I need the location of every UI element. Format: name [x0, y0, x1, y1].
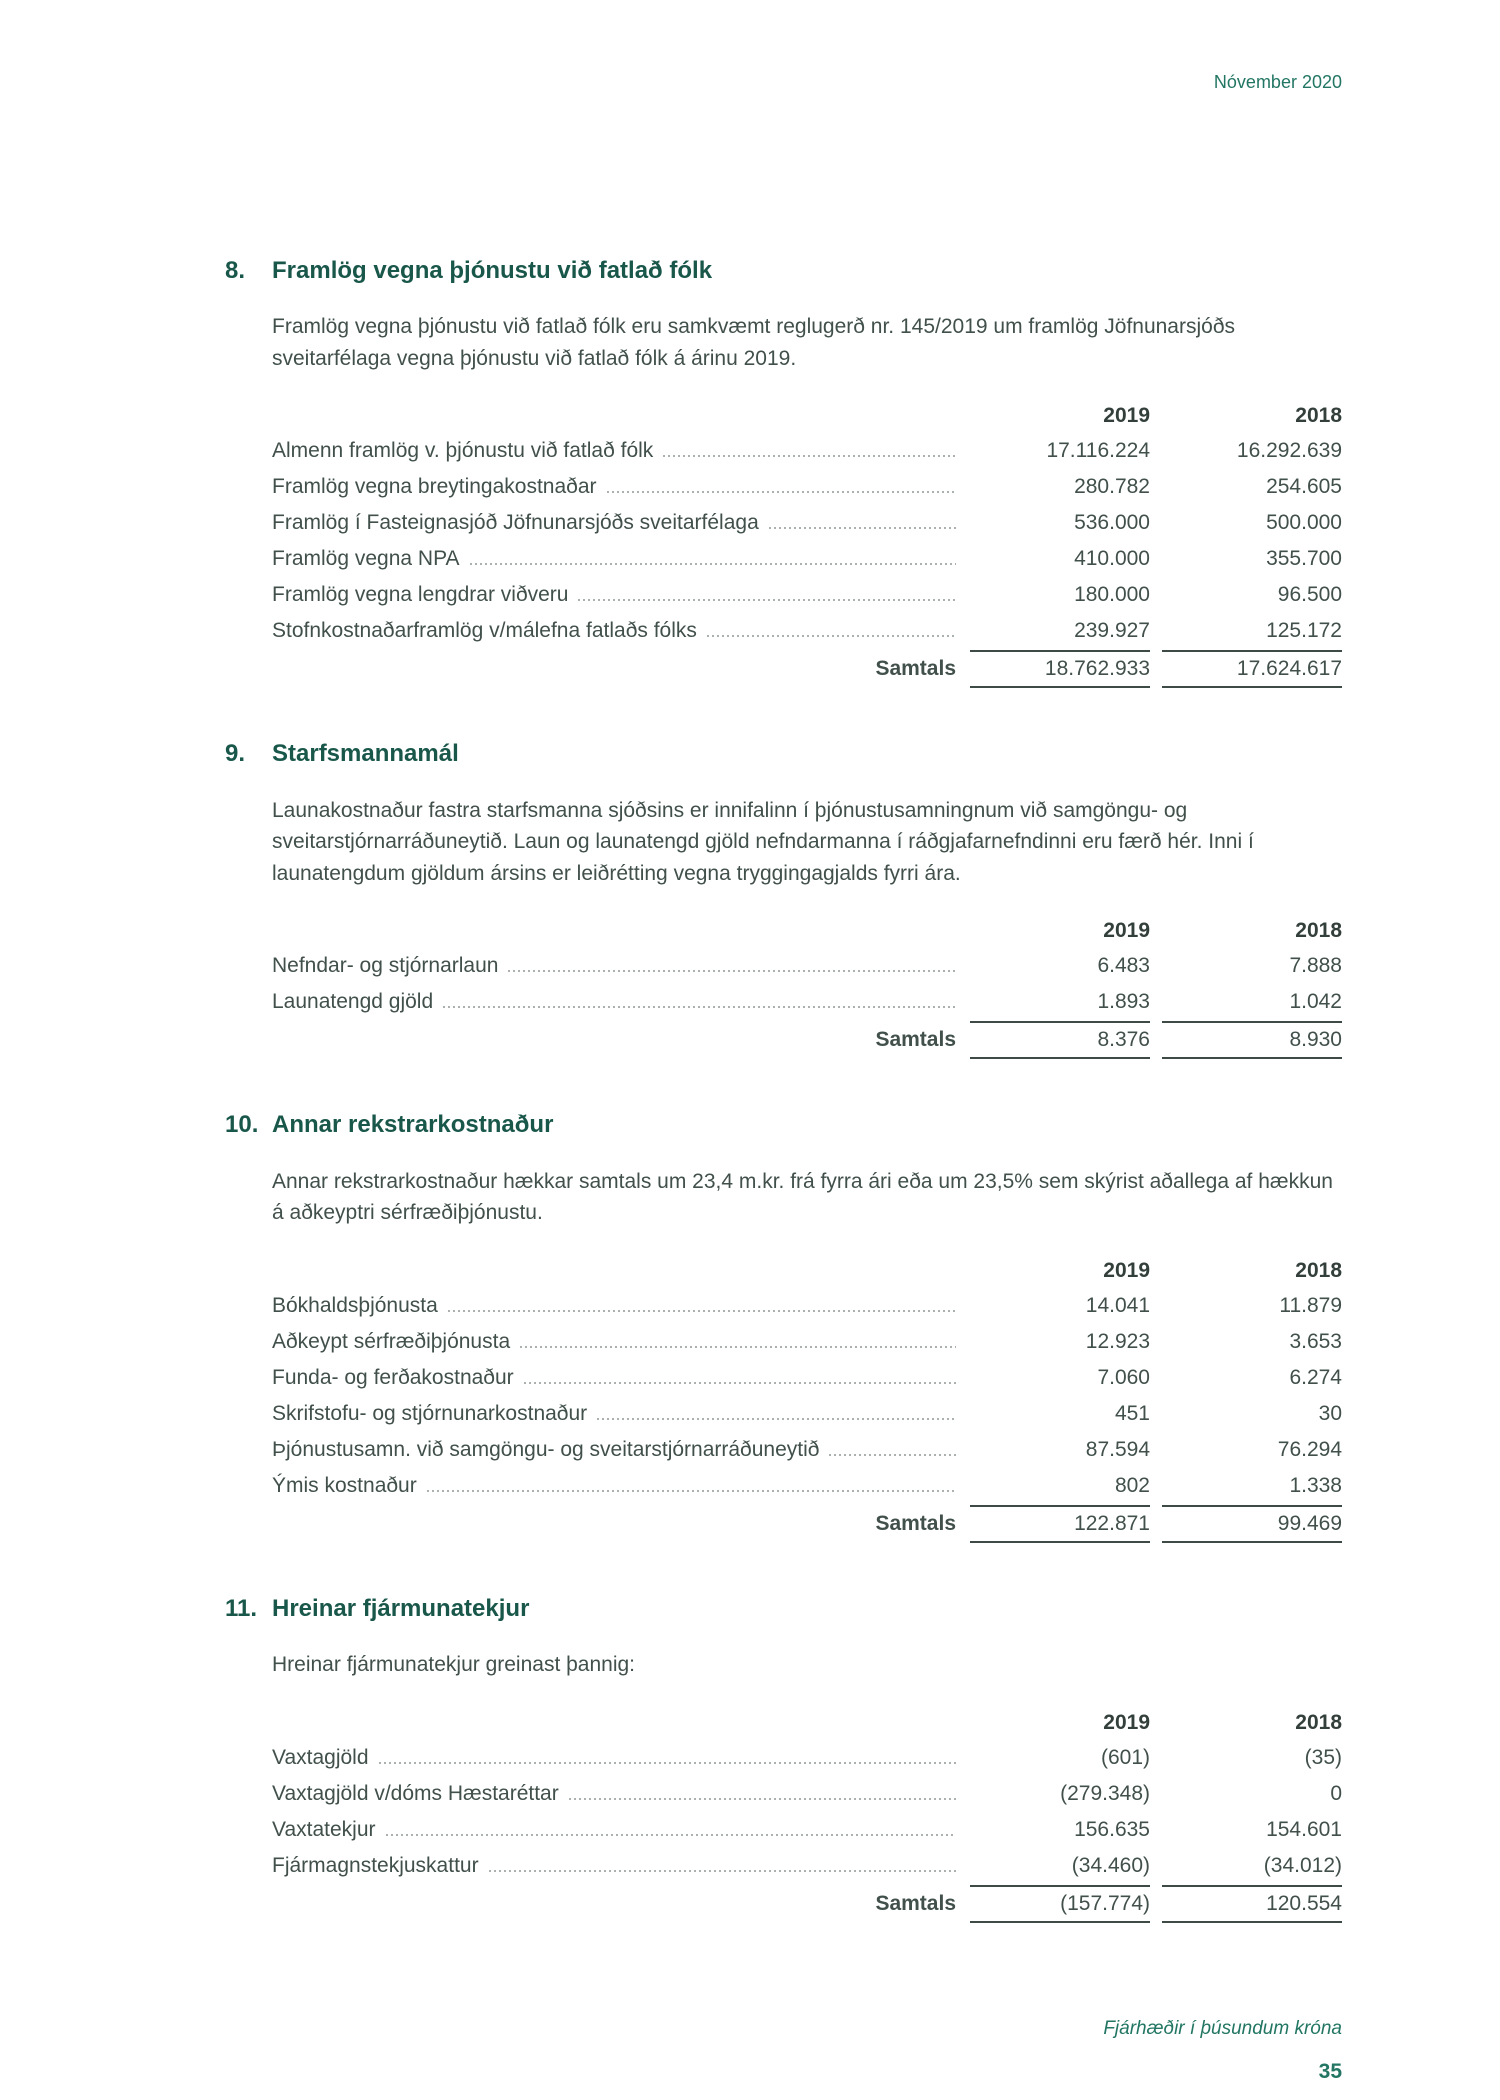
row-label: Framlög vegna NPA — [272, 547, 460, 571]
dotted-leader — [379, 1762, 956, 1764]
value-2019: 451 — [1114, 1401, 1150, 1425]
value-2019: 12.923 — [1085, 1329, 1150, 1353]
content — [225, 255, 1342, 1923]
dotted-leader — [470, 563, 956, 565]
value-2018: 500.000 — [1266, 511, 1342, 535]
value-2018: 254.605 — [1266, 475, 1342, 499]
value-2019: 17.116.224 — [1046, 439, 1150, 463]
table-row — [272, 1468, 1342, 1504]
value-2019: 7.060 — [1097, 1365, 1150, 1389]
value-2018: 1.042 — [1289, 990, 1342, 1014]
table-row — [272, 1360, 1342, 1396]
section-title: Annar rekstrarkostnaður — [272, 1111, 554, 1139]
column-header-2018: 2018 — [1295, 1710, 1342, 1734]
total-2019: 8.376 — [970, 1021, 1150, 1059]
section-paragraph: Hreinar fjármunatekjur greinast þannig: — [272, 1653, 636, 1677]
value-2019: 14.041 — [1085, 1293, 1150, 1317]
section — [225, 1593, 1342, 1923]
value-2019: 6.483 — [1097, 954, 1150, 978]
row-label: Framlög í Fasteignasjóð Jöfnunarsjóðs sveitarfélaga — [272, 511, 759, 535]
section-paragraph: Annar rekstrarkostnaður hækkar samtals um 23,4 m.kr. frá fyrra ári eða um 23,5% sem skýrist aðallega af hækkun á aðkeyptri sérfræðiþjónustu. — [272, 1169, 1333, 1225]
section-body — [272, 1649, 1342, 1923]
column-header-2019: 2019 — [1103, 919, 1150, 943]
value-2019: 239.927 — [1074, 619, 1150, 643]
value-2019: (34.460) — [1071, 1853, 1150, 1877]
value-2019: 802 — [1114, 1473, 1150, 1497]
row-label: Vaxtatekjur — [272, 1817, 376, 1841]
value-2018: 6.274 — [1289, 1365, 1342, 1389]
value-2018: 76.294 — [1277, 1437, 1342, 1461]
value-2019: 1.893 — [1097, 990, 1150, 1014]
table-row — [272, 469, 1342, 505]
total-row — [272, 1505, 1342, 1543]
total-2018: 99.469 — [1162, 1505, 1342, 1543]
section-title: Hreinar fjármunatekjur — [272, 1594, 530, 1622]
row-label: Ýmis kostnaður — [272, 1473, 417, 1497]
data-table — [272, 398, 1342, 688]
total-label: Samtals — [875, 657, 956, 681]
column-header-2018: 2018 — [1295, 404, 1342, 428]
value-2018: 30 — [1318, 1401, 1342, 1425]
header-date: Nóvember 2020 — [1213, 72, 1342, 92]
table-row — [272, 1324, 1342, 1360]
section-title: Framlög vegna þjónustu við fatlað fólk — [272, 257, 713, 284]
row-label: Aðkeypt sérfræðiþjónusta — [272, 1329, 511, 1353]
table-row — [272, 1776, 1342, 1812]
row-label: Þjónustusamn. við samgöngu- og sveitarstjórnarráðuneytið — [272, 1437, 820, 1461]
row-label: Nefndar- og stjórnarlaun — [272, 954, 499, 978]
value-2018: 1.338 — [1289, 1473, 1342, 1497]
value-2019: (601) — [1100, 1745, 1150, 1769]
dotted-leader — [829, 1454, 956, 1456]
dotted-leader — [663, 455, 956, 457]
section-body — [272, 311, 1342, 688]
table-row — [272, 433, 1342, 469]
value-2018: 154.601 — [1266, 1817, 1342, 1841]
column-header-2019: 2019 — [1103, 404, 1150, 428]
dotted-leader — [607, 491, 956, 493]
column-header-2018: 2018 — [1295, 919, 1342, 943]
dotted-leader — [569, 1798, 956, 1800]
value-2019: 180.000 — [1074, 583, 1150, 607]
column-header-2019: 2019 — [1103, 1710, 1150, 1734]
row-label: Framlög vegna lengdrar viðveru — [272, 583, 569, 607]
row-label: Almenn framlög v. þjónustu við fatlað fólk — [272, 439, 654, 463]
data-table — [272, 913, 1342, 1059]
total-2019: (157.774) — [970, 1885, 1150, 1923]
table-header-row — [272, 398, 1342, 433]
total-2019: 18.762.933 — [970, 650, 1150, 688]
section-number: 9. — [225, 740, 246, 768]
value-2019: (279.348) — [1060, 1781, 1150, 1805]
dotted-leader — [524, 1382, 956, 1384]
section — [225, 738, 1342, 1059]
dotted-leader — [769, 527, 956, 529]
row-label: Framlög vegna breytingakostnaðar — [272, 475, 597, 499]
total-row — [272, 1021, 1342, 1059]
table-row — [272, 1812, 1342, 1848]
section — [225, 255, 1342, 688]
table-row — [272, 948, 1342, 984]
page-number: 35 — [1318, 2060, 1342, 2083]
value-2019: 87.594 — [1085, 1437, 1150, 1461]
dotted-leader — [508, 970, 956, 972]
row-label: Fjármagnstekjuskattur — [272, 1853, 479, 1877]
total-2018: 120.554 — [1162, 1885, 1342, 1923]
section-body — [272, 795, 1342, 1060]
section-number: 11. — [225, 1594, 258, 1622]
value-2018: 16.292.639 — [1236, 439, 1342, 463]
total-label: Samtals — [875, 1028, 956, 1052]
section-heading — [225, 1593, 1342, 1625]
total-row — [272, 650, 1342, 688]
value-2019: 536.000 — [1074, 511, 1150, 535]
footer-note: Fjárhæðir í þúsundum króna — [1103, 2018, 1342, 2039]
dotted-leader — [443, 1006, 956, 1008]
row-label: Vaxtagjöld — [272, 1745, 369, 1769]
section-paragraph: Launakostnaður fastra starfsmanna sjóðsins er innifalinn í þjónustusamningnum við samgöngu- og sveitarstjórnarráðuneytið. Laun og launatengd gjöld nefndarmanna í ráðgjafarnefndinni eru færð hér. Inni í launatengdum gjöldum ársins er leiðrétting vegna tryggingagjalds fyrri ára. — [272, 798, 1254, 885]
value-2018: (35) — [1304, 1745, 1342, 1769]
value-2018: 125.172 — [1266, 619, 1342, 643]
dotted-leader — [386, 1834, 957, 1836]
column-header-2018: 2018 — [1295, 1258, 1342, 1282]
table-header-row — [272, 913, 1342, 948]
value-2018: 3.653 — [1289, 1329, 1342, 1353]
table-header-row — [272, 1253, 1342, 1288]
dotted-leader — [489, 1870, 956, 1872]
row-label: Stofnkostnaðarframlög v/málefna fatlaðs fólks — [272, 619, 697, 643]
table-row — [272, 1740, 1342, 1776]
value-2018: 355.700 — [1266, 547, 1342, 571]
table-row — [272, 1288, 1342, 1324]
section-heading — [225, 738, 1342, 770]
value-2018: 96.500 — [1277, 583, 1342, 607]
section-heading — [225, 1109, 1342, 1141]
total-label: Samtals — [875, 1511, 956, 1535]
row-label: Vaxtagjöld v/dóms Hæstaréttar — [272, 1781, 559, 1805]
section-heading — [225, 255, 1342, 287]
total-row — [272, 1885, 1342, 1923]
data-table — [272, 1705, 1342, 1923]
table-row — [272, 577, 1342, 613]
row-label: Funda- og ferðakostnaður — [272, 1365, 514, 1389]
table-row — [272, 1432, 1342, 1468]
total-2018: 17.624.617 — [1162, 650, 1342, 688]
value-2018: 11.879 — [1279, 1293, 1342, 1317]
dotted-leader — [427, 1490, 956, 1492]
table-row — [272, 1396, 1342, 1432]
row-label: Bókhaldsþjónusta — [272, 1293, 438, 1317]
table-row — [272, 984, 1342, 1020]
value-2019: 410.000 — [1074, 547, 1150, 571]
section-body — [272, 1166, 1342, 1543]
data-table — [272, 1253, 1342, 1543]
dotted-leader — [578, 599, 956, 601]
table-row — [272, 541, 1342, 577]
dotted-leader — [707, 635, 956, 637]
value-2018: 0 — [1330, 1781, 1342, 1805]
table-row — [272, 505, 1342, 541]
section — [225, 1109, 1342, 1542]
total-2018: 8.930 — [1162, 1021, 1342, 1059]
table-row — [272, 1848, 1342, 1884]
value-2019: 280.782 — [1074, 475, 1150, 499]
dotted-leader — [448, 1310, 956, 1312]
table-row — [272, 613, 1342, 649]
row-label: Launatengd gjöld — [272, 990, 434, 1014]
section-paragraph: Framlög vegna þjónustu við fatlað fólk eru samkvæmt reglugerð nr. 145/2019 um framlög Jöfnunarsjóðs sveitarfélaga vegna þjónustu við fatlað fólk á árinu 2019. — [272, 315, 1236, 370]
value-2019: 156.635 — [1074, 1817, 1150, 1841]
table-header-row — [272, 1705, 1342, 1740]
column-header-2019: 2019 — [1103, 1258, 1150, 1282]
dotted-leader — [520, 1346, 956, 1348]
value-2018: (34.012) — [1263, 1853, 1342, 1877]
dotted-leader — [597, 1418, 956, 1420]
section-number: 10. — [225, 1111, 259, 1139]
row-label: Skrifstofu- og stjórnunarkostnaður — [272, 1401, 588, 1425]
total-label: Samtals — [875, 1891, 956, 1915]
section-title: Starfsmannamál — [272, 740, 459, 768]
total-2019: 122.871 — [970, 1505, 1150, 1543]
section-number: 8. — [225, 257, 246, 284]
value-2018: 7.888 — [1289, 954, 1342, 978]
